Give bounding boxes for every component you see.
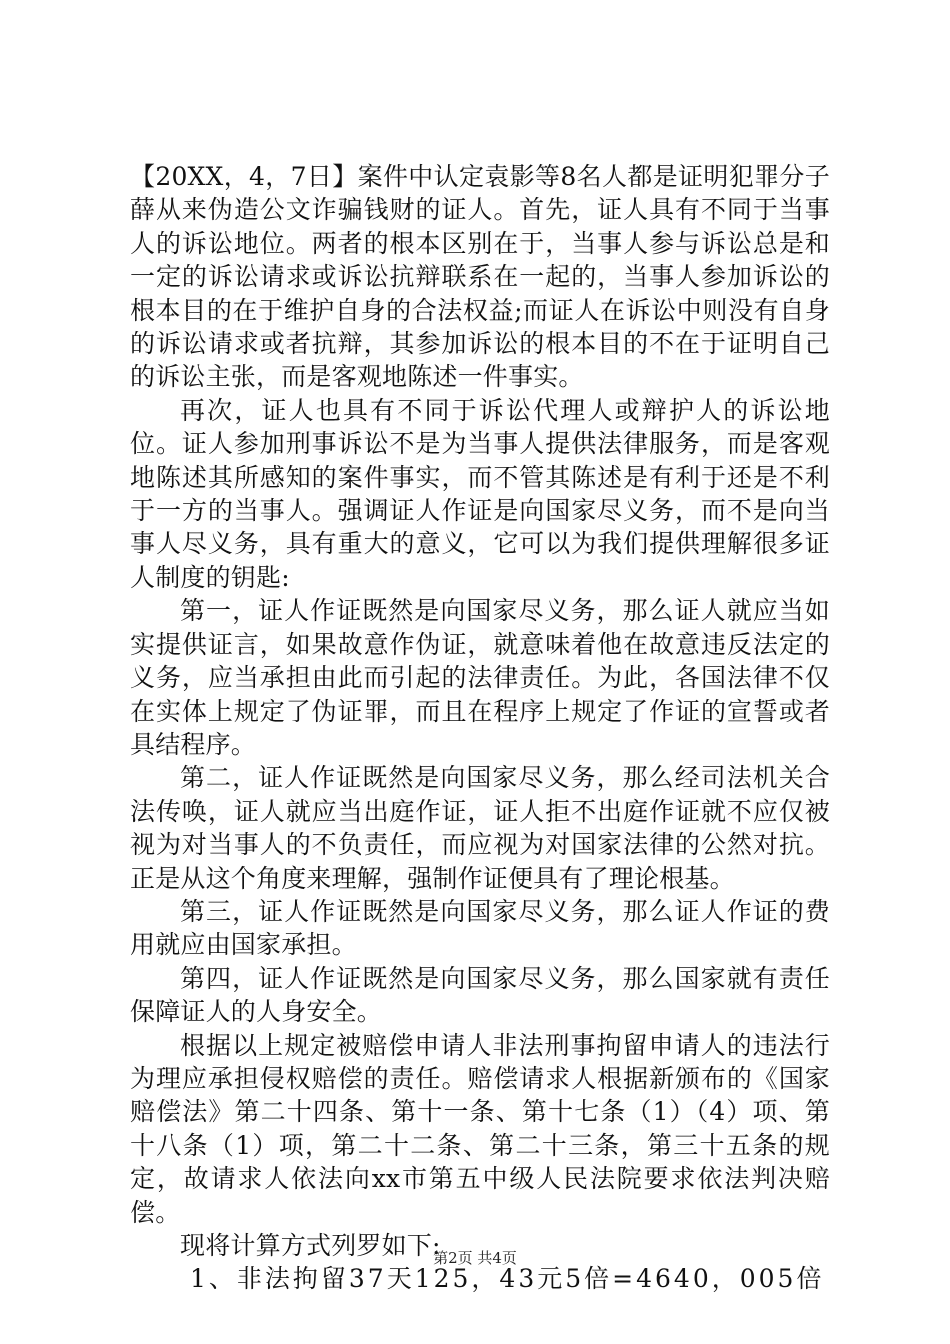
paragraph-point-four: 第四，证人作证既然是向国家尽义务，那么国家就有责任保障证人的人身安全。 (130, 963, 830, 1027)
document-body (130, 160, 830, 1296)
paragraph-point-two: 第二，证人作证既然是向国家尽义务，那么经司法机关合法传唤，证人就应当出庭作证，证人拒不出庭作证就不应仅被视为对当事人的不负责任，而应视为对国家法律的公然对抗。正是从这个角度来理解，强制作证便具有了理论根基。 (130, 763, 830, 893)
paragraph-case-finding: 【20XX，4，7日】案件中认定袁影等8名人都是证明犯罪分子薛从来伪造公文诈骗钱财的证人。首先，证人具有不同于当事人的诉讼地位。两者的根本区别在于，当事人参与诉讼总是和一定的诉讼请求或诉讼抗辩联系在一起的，当事人参加诉讼的根本目的在于维护自身的合法权益;而证人在诉讼中则没有自身的诉讼请求或者抗辩，其参加诉讼的根本目的不在于证明自己的诉讼主张，而是客观地陈述一件事实。 (130, 162, 830, 392)
page-footer: 第2页 共4页 (433, 1249, 517, 1267)
paragraph-witness-status: 再次，证人也具有不同于诉讼代理人或辩护人的诉讼地位。证人参加刑事诉讼不是为当事人提供法律服务，而是客观地陈述其所感知的案件事实，而不管其陈述是有利于还是不利于一方的当事人。强调证人作证是向国家尽义务，而不是向当事人尽义务，具有重大的意义，它可以为我们提供理解很多证人制度的钥匙: (130, 395, 830, 592)
paragraph-point-three: 第三，证人作证既然是向国家尽义务，那么证人作证的费用就应由国家承担。 (130, 896, 830, 960)
paragraph-point-one: 第一，证人作证既然是向国家尽义务，那么证人就应当如实提供证言，如果故意作伪证，就意味着他在故意违反法定的义务，应当承担由此而引起的法律责任。为此，各国法律不仅在实体上规定了伪证罪，而且在程序上规定了作证的宣誓或者具结程序。 (130, 596, 830, 759)
paragraph-calculation-item-1: 1、非法拘留37天125，43元5倍=4640，005倍 (190, 1264, 825, 1294)
paragraph-calculation-intro: 现将计算方式列罗如下: (180, 1231, 441, 1260)
paragraph-compensation-basis: 根据以上规定被赔偿申请人非法刑事拘留申请人的违法行为理应承担侵权赔偿的责任。赔偿请求人根据新颁布的《国家赔偿法》第二十四条、第十一条、第十七条（1）（4）项、第十八条（1）项，第二十二条、第二十三条，第三十五条的规定，故请求人依法向xx市第五中级人民法院要求依法判决赔偿。 (130, 1030, 830, 1227)
